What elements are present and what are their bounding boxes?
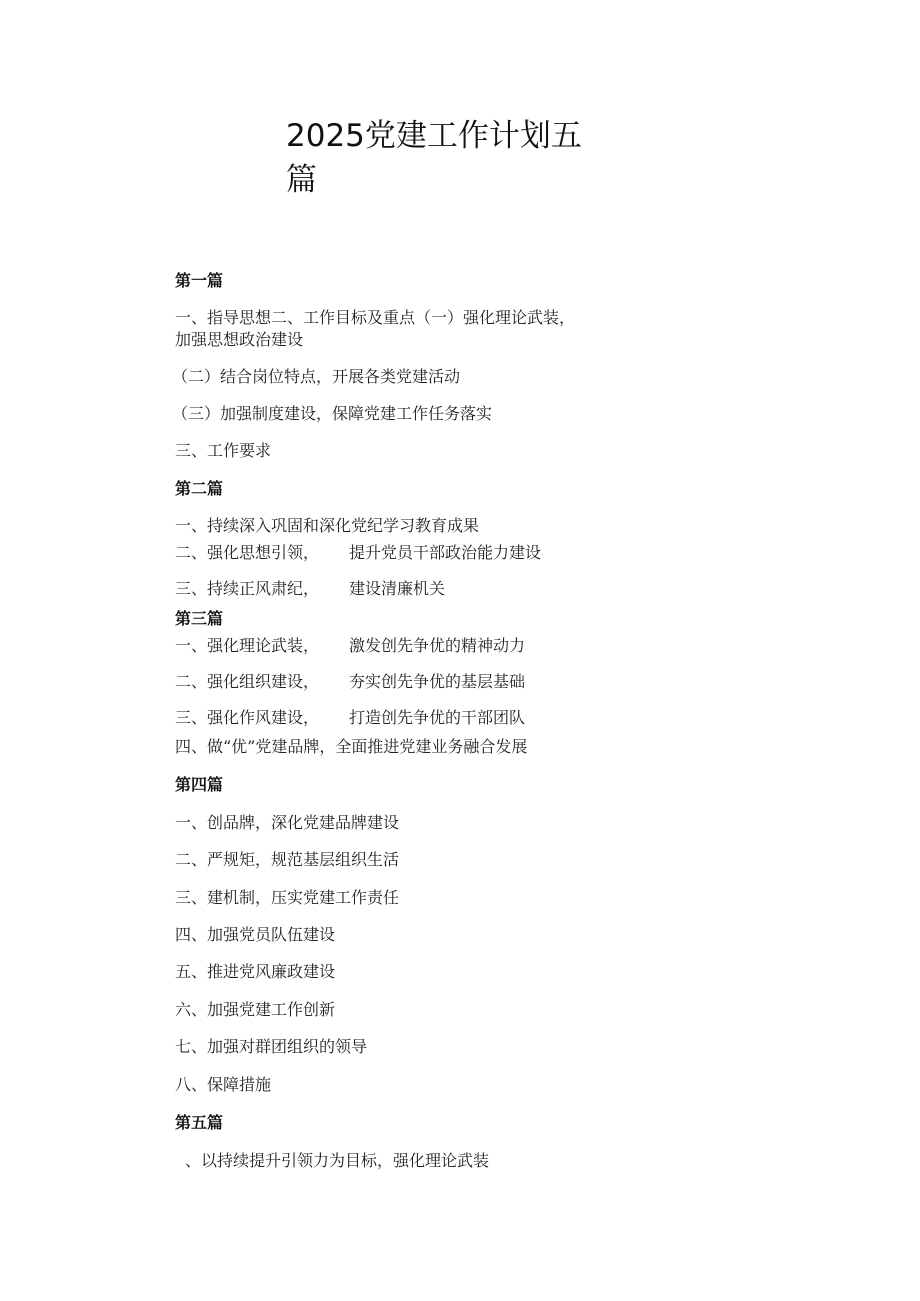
section-heading-2: 第二篇 (175, 479, 224, 498)
section-2-item-2-part-1: 二、强化思想引领， (175, 543, 320, 562)
section-2-item-3-part-2: 建设清廉机关 (349, 579, 446, 598)
section-1-item-4: （三）加强制度建设，保障党建工作任务落实 (172, 404, 493, 423)
section-3-item-3-part-1: 三、强化作风建设， (175, 708, 320, 727)
section-3-item-3 (175, 707, 525, 729)
section-heading-5: 第五篇 (175, 1113, 224, 1132)
section-4-item-2: 二、严规矩，规范基层组织生活 (175, 850, 400, 869)
section-3-item-1-part-1: 一、强化理论武装， (175, 636, 320, 655)
section-4-item-4: 四、加强党员队伍建设 (175, 925, 336, 944)
section-3-item-4: 四、做“优”党建品牌，全面推进党建业务融合发展 (175, 737, 528, 756)
section-1-item-5: 三、工作要求 (175, 441, 272, 460)
document-title-line-2: 篇 (286, 162, 317, 198)
section-4-item-3: 三、建机制，压实党建工作责任 (175, 888, 400, 907)
section-5-item-1: 、以持续提升引领力为目标，强化理论武装 (185, 1151, 490, 1170)
section-1-item-1: 一、指导思想二、工作目标及重点（一）强化理论武装， (175, 308, 576, 327)
document-title-line-1: 2025党建工作计划五 (286, 118, 582, 154)
section-3-item-1 (175, 635, 525, 657)
section-2-item-2 (175, 542, 541, 564)
section-3-item-2-part-2: 夯实创先争优的基层基础 (349, 672, 526, 691)
section-2-item-3-part-1: 三、持续正风肃纪， (175, 579, 320, 598)
section-4-item-1: 一、创品牌，深化党建品牌建设 (175, 813, 400, 832)
section-2-item-2-part-2: 提升党员干部政治能力建设 (349, 543, 542, 562)
section-4-item-5: 五、推进党风廉政建设 (175, 962, 336, 981)
section-3-item-2 (175, 671, 525, 693)
document-title (286, 114, 616, 202)
section-2-item-1: 一、持续深入巩固和深化党纪学习教育成果 (175, 516, 480, 535)
section-2-item-3 (175, 578, 445, 600)
section-heading-4: 第四篇 (175, 775, 224, 794)
section-heading-1: 第一篇 (175, 271, 224, 290)
section-1-item-2: 加强思想政治建设 (175, 330, 304, 349)
section-3-item-3-part-2: 打造创先争优的干部团队 (349, 708, 526, 727)
section-4-item-6: 六、加强党建工作创新 (175, 1000, 336, 1019)
section-3-item-2-part-1: 二、强化组织建设， (175, 672, 320, 691)
section-3-item-1-part-2: 激发创先争优的精神动力 (349, 636, 526, 655)
section-4-item-8: 八、保障措施 (175, 1075, 272, 1094)
section-1-item-3: （二）结合岗位特点，开展各类党建活动 (172, 367, 461, 386)
section-4-item-7: 七、加强对群团组织的领导 (175, 1037, 368, 1056)
section-heading-3: 第三篇 (175, 609, 224, 628)
